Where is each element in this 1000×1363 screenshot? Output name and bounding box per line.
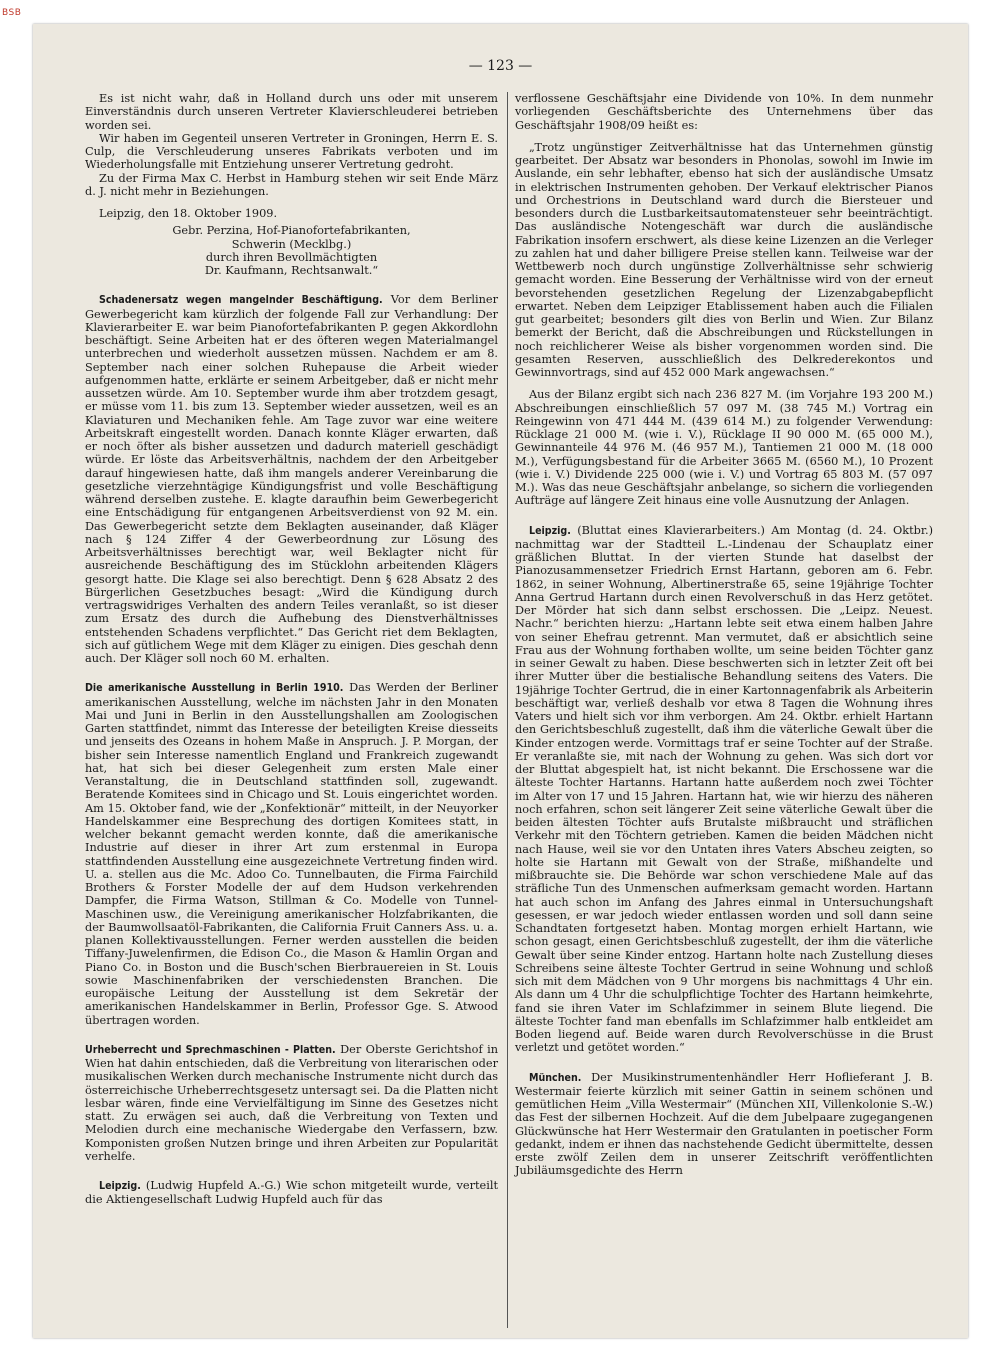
article-heading: Schadenersatz wegen mangelnder Beschäftigung. bbox=[99, 294, 383, 307]
article-urheberrecht bbox=[85, 1043, 498, 1163]
article-body: Vor dem Berliner Gewerbegericht kam kürzlich der folgende Fall zur Verhandlung: Der Klavierarbeiter E. war beim Pianofortefabrikanten P. gegen Akkordlohn beschäftigt. Seine Arbeiten hat er des öfteren wegen Materialmangel unterbrechen und wiederholt aussetzen müssen. Nachdem er am 8. September nach einer solchen Ruhepause die Arbeit wieder aufgenommen hatte, erklärte er seinem Arbeitgeber, daß er nicht mehr aussetzen würde. Am 10. September wurde ihm aber trotzdem gesagt, er müsse vom 11. bis zum 13. September wieder aussetzen, weil es an Klaviaturen und Mechaniken fehle. Am Tage zuvor war eine weitere Arbeitskraft eingestellt worden. Danach konnte Kläger erwarten, daß er noch öfter als bisher aussetzen und dadurch materiell geschädigt würde. Er löste das Arbeitsverhältnis, nachdem der den Arbeitgeber darauf hingewiesen hatte, daß ihm mangels anderer Vereinbarung die gesetzliche vierzehntägige Kündigungsfrist und volle Beschäftigung während derselben zustehe. E. klagte daraufhin beim Gewerbegericht eine Entschädigung für entgangenen Arbeitsverdienst von 92 M. ein. Das Gewerbegericht setzte dem Beklagten auseinander, daß Kläger nach § 124 Ziffer 4 der Gewerbeordnung zur Lösung des Arbeitsverhältnisses berechtigt war, weil Beklagter nicht für ausreichende Beschäftigung des im Stücklohn arbeitenden Klägers gesorgt hatte. Die Klage sei also berechtigt. Denn § 628 Absatz 2 des Bürgerlichen Gesetzbuches besagt: „Wird die Kündigung durch vertragswidriges Verhalten des andern Teiles veranlaßt, so ist dieser zum Ersatz des durch die Aufhebung des Dienstverhältnisses entstehenden Schadens verpflichtet.“ Das Gericht riet dem Beklagten, sich auf gütlichem Wege mit dem Kläger zu einigen. Dies geschah denn auch. Der Kläger soll noch 60 M. erhalten. bbox=[85, 293, 498, 665]
article-heading: Die amerikanische Ausstellung in Berlin 1910. bbox=[85, 682, 344, 695]
newspaper-page bbox=[33, 24, 968, 1338]
paragraph: Es ist nicht wahr, daß in Holland durch uns oder mit unserem Einverständnis durch unseren Vertreter Klavierschleuderei betrieben worden sei. bbox=[85, 92, 498, 132]
article-heading: München. bbox=[529, 1071, 582, 1084]
column-divider bbox=[507, 92, 508, 1328]
article-heading: Urheberrecht und Sprechmaschinen - Platten. bbox=[85, 1043, 336, 1056]
article-body: Das Werden der Berliner amerikanischen Ausstellung, welche im nächsten Jahr in den Monaten Mai und Juni in Berlin in den Ausstellungshallen am Zoologischen Garten stattfindet, nimmt das Interesse der beteiligten Kreise diesseits und jenseits des Ozeans in hohem Maße in Anspruch. J. P. Morgan, der bisher sein Interesse namentlich England und Frankreich zugewandt hat, hat sich bei dieser Gelegenheit zum ersten Male einer Veranstaltung, die in Deutschland stattfinden soll, zugewandt. Beratende Komitees sind in Chicago und St. Louis eingerichtet worden. Am 15. Oktober fand, wie der „Konfektionär“ mitteilt, in der Neuyorker Handelskammer eine Besprechung des dortigen Komitees statt, in welcher bekannt gemacht werden konnte, daß die amerikanische Industrie auf dieser in ihrer Art zum erstenmal in Europa stattfindenden Ausstellung eine ausgezeichnete Vertretung finden wird. U. a. stellen aus die Mc. Adoo Co. Tunnelbauten, die Firma Fairchild Brothers & Forster Modelle der auf dem Hudson verkehrenden Dampfer, die Firma Watson, Stillman & Co. Modelle von Tunnel-Maschinen usw., die Vereinigung amerikanischer Holzfabrikanten, die der Baumwollsaatöl-Fabrikanten, die California Fruit Canners Ass. u. a. planen Kollektivausstellungen. Ferner werden ausstellen die beiden Tiffany-Juwelenfirmen, die Edison Co., die Mason & Hamlin Organ and Piano Co. in Boston und die Busch'schen Bierbrauereien in St. Louis sowie Maschinenfabriken der verschiedensten Branchen. Die europäische Leitung der Ausstellung ist dem Sekretär der amerikanischen Handelskammer in Berlin, Professor Gge. S. Atwood übertragen worden. bbox=[85, 681, 499, 1027]
article-body: Der Musikinstrumentenhändler Herr Hoflieferant J. B. Westermair feierte kürzlich mit seiner Gattin in seinem schönen und gemütlichen Heim „Villa Westermair“ (München XII, Villenkolonie S.-W.) das Fest der silbernen Hochzeit. Auf die dem Jubelpaare zugegangenen Glückwünsche hat Herr Westermair den Gratulanten in poetischer Form gedankt, indem er ihnen das nachstehende Gedicht übermittelte, dessen erste zwölf Zeilen dem in unserer Zeitschrift veröffentlichten Jubiläumsgedichte des Herrn bbox=[515, 1070, 933, 1178]
report-quote: „Trotz ungünstiger Zeitverhältnisse hat das Unternehmen günstig gearbeitet. Der Absatz war besonders in Phonolas, sowohl im Inwie im Auslande, ein sehr lebhafter, ebenso hat sich der ausländische Umsatz in elektrischen Instrumenten gehoben. Der Verkauf elektrischer Pianos und Orchestrions in Deutschland ward durch die Biersteuer und besonders durch die Lustbarkeitsautomatensteuer sehr beeinträchtigt. Das ausländische Notengeschäft war durch die ausländische Fabrikation insofern erschwert, als diese keine Lizenzen an die Verleger zu zahlen hat und daher billigere Preise stellen kann. Teilweise war der Wettbewerb noch durch ungünstige Zollverhältnisse sehr schwierig gemacht worden. Eine Besserung der Verhältnisse wird von der erneut bevorstehenden gesetzlichen Regelung der Lizenzabgabepflicht erwartet. Neben dem Leipziger Etablissement haben auch die Filialen gut gearbeitet; besonders gilt dies von Berlin und Wien. Zur Bilanz bemerkt der Bericht, daß die Abschreibungen und Rückstellungen in noch reichlicherer Weise als bisher vorgenommen worden sind. Die gesamten Reserven, ausschließlich des Delkrederekontos und Gewinnvortrags, sind auf 452 000 Mark angewachsen.“ bbox=[515, 140, 933, 379]
library-mark: BSB bbox=[2, 8, 22, 18]
article-hupfeld bbox=[85, 1179, 498, 1207]
signature-line: durch ihren Bevollmächtigten bbox=[205, 250, 378, 264]
article-heading: Leipzig. bbox=[529, 524, 571, 537]
page-number: — 123 — bbox=[468, 58, 533, 74]
article-bluttat bbox=[515, 524, 933, 1055]
paragraph: verflossene Geschäftsjahr eine Dividende von 10%. In dem nunmehr vorliegenden Geschäftsberichte des Unternehmens über das Geschäftsjahr 1908/09 heißt es: bbox=[515, 92, 933, 132]
article-ausstellung bbox=[85, 681, 498, 1027]
paragraph: Wir haben im Gegenteil unseren Vertreter in Groningen, Herrn E. S. Culp, die Verschleuderung unseres Fabrikats verboten und im Wiederholungsfalle mit Entziehung unserer Vertretung gedroht. bbox=[85, 131, 498, 172]
letter-date: Leipzig, den 18. Oktober 1909. bbox=[99, 207, 278, 220]
balance-paragraph: Aus der Bilanz ergibt sich nach 236 827 M. (im Vorjahre 193 200 M.) Abschreibungen einschließlich 57 097 M. (38 745 M.) Vortrag ein Reingewinn von 471 444 M. (439 614 M.) zu folgender Verwendung: Rücklage 21 000 M. (wie i. V.), Rücklage II 90 000 M. (65 000 M.), Gewinnanteile 44 976 M. (46 957 M.), Tantiemen 21 000 M. (18 000 M.), Verfügungsbestand für die Arbeiter 3665 M. (6560 M.), 10 Prozent (wie i. V.) Dividende 225 000 (wie i. V.) und Vortrag 65 803 M. (57 097 M.). Was das neue Geschäftsjahr anbelange, so sichern die vorliegenden Aufträge auf längere Zeit hinaus eine volle Ausnutzung der Anlagen. bbox=[515, 388, 933, 508]
left-column bbox=[85, 92, 498, 1207]
article-body: Der Oberste Gerichtshof in Wien hat dahin entschieden, daß die Verbreitung von literarischen oder musikalischen Werken durch mechanische Instrumente nicht durch das österreichische Urheberrechtsgesetz untersagt sei. Da die Platten nicht lesbar wären, finde eine Vervielfältigung im Sinne des Gesetzes nicht statt. Zu erwägen sei auch, daß die Verbreitung von Texten und Melodien durch eine mechanische Wiedergabe den Verfassern, bzw. Komponisten großen Nutzen bringe und ihren Arbeiten zur Popularität verhelfe. bbox=[85, 1042, 498, 1163]
signature-line: Gebr. Perzina, Hof-Pianofortefabrikanten, bbox=[172, 224, 411, 238]
article-heading: Leipzig. bbox=[99, 1180, 141, 1192]
paragraph: Zu der Firma Max C. Herbst in Hamburg stehen wir seit Ende März d. J. nicht mehr in Beziehungen. bbox=[85, 171, 498, 198]
article-body: (Bluttat eines Klavierarbeiters.) Am Montag (d. 24. Oktbr.) nachmittag war der Stadtteil L.-Lindenau der Schauplatz einer gräßlichen Bluttat. In der vierten Stunde hat daselbst der Pianozusammensetzer Friedrich Ernst Hartann, geboren am 6. Febr. 1862, in seiner Wohnung, Albertinerstraße 65, seine 19jährige Tochter Anna Gertrud Hartann durch einen Revolverschuß in das Herz getötet. Der Mörder hat sich dann selbst erschossen. Die „Leipz. Neuest. Nachr.“ berichten hierzu: „Hartann lebte seit etwa einem halben Jahre von seiner Ehefrau getrennt. Man vermutet, daß er absichtlich seine Frau aus der Wohnung forthaben wollte, um seine beiden Töchter ganz in seiner Gewalt zu haben. Diese beschwerten sich in letzter Zeit oft bei ihrer Mutter über die bestialische Behandlung seitens des Vaters. Die 19jährige Tochter Gertrud, die in einer Kartonnagenfabrik als Arbeiterin beschäftigt war, verließ deshalb vor etwa 8 Tagen die Wohnung ihres Vaters und hielt sich vor ihm verborgen. Am 24. Oktbr. erhielt Hartann den Gerichtsbeschluß zugestellt, daß ihm die väterliche Gewalt über die Kinder entzogen werde. Vormittags traf er seine Tochter auf der Straße. Er veranlaßte sie, mit nach der Wohnung zu gehen. Was sich dort vor der Bluttat abgespielt hat, ist nicht bekannt. Die Erschossene war die älteste Tochter Hartanns. Hartann hatte außerdem noch zwei Töchter im Alter von 17 und 15 Jahren. Hartann hat, wie wir hierzu des näheren noch erfahren, schon seit längerer Zeit seine väterliche Gewalt über die beiden ältesten Töchter aufs Brutalste mißbraucht und sträflichen Verkehr mit den Töchtern getrieben. Kamen die beiden Mädchen nicht nach Hause, weil sie vor den Untaten ihres Vaters Abscheu zeigten, so holte sie Hartann mit Gewalt von der Straße, mißhandelte und mißbrauchte sie. Die Behörde war schon verschiedene Male auf das sträfliche Tun des Unmenschen aufmerksam gemacht worden. Hartann hat auch schon im Anfang des Jahres einmal in Untersuchungshaft gesessen, er war jedoch wieder entlassen worden und soll dann seine Schandtaten fortgesetzt haben. Montag morgen erhielt Hartann, wie schon gesagt, einen Gerichtsbeschluß zugestellt, der ihm die väterliche Gewalt über seine Kinder entzog. Hartann holte nach Zustellung dieses Schreibens seine älteste Tochter Gertrud in seine Wohnung und schloß sich mit dem Mädchen von 9 Uhr morgens bis nachmittags 4 Uhr ein. Als dann um 4 Uhr die schulpflichtige Tochter des Hartann heimkehrte, fand sie ihren Vater im Schlafzimmer in seinem Blute liegend. Die älteste Tochter fand man ebenfalls im Schlafzimmer halb entkleidet am Boden liegend auf. Beide waren durch Revolverschüsse in die Brust verletzt und getötet worden.“ bbox=[515, 523, 934, 1055]
article-body: (Ludwig Hupfeld A.-G.) Wie schon mitgeteilt wurde, verteilt die Aktiengesellschaft Ludwig Hupfeld auch für das bbox=[85, 1179, 498, 1207]
article-schadenersatz bbox=[85, 293, 498, 665]
signature-line: Schwerin (Mecklbg.) bbox=[231, 237, 352, 251]
right-column bbox=[515, 92, 933, 1178]
signature-line: Dr. Kaufmann, Rechtsanwalt.“ bbox=[204, 264, 379, 277]
article-muenchen bbox=[515, 1071, 933, 1178]
